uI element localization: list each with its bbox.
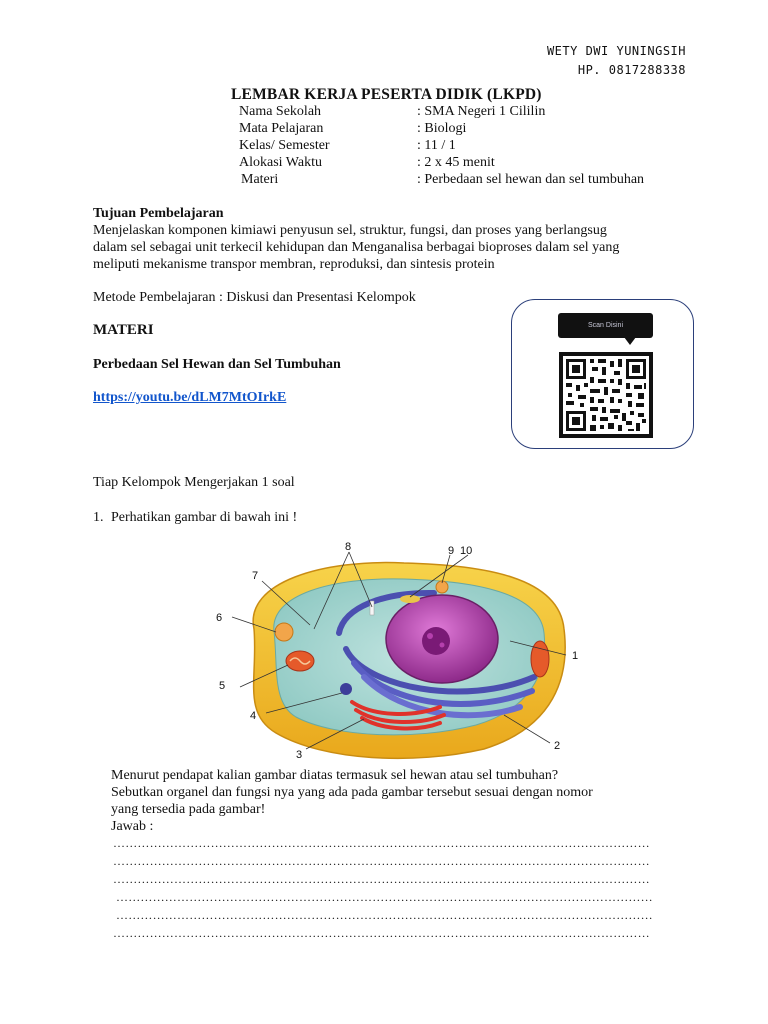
cell-label-3: 3 (296, 749, 303, 761)
cell-label-5: 5 (219, 680, 226, 692)
cell-label-6: 6 (216, 612, 223, 624)
author-name: WETY DWI YUNINGSIH (546, 44, 686, 58)
cell-label-1: 1 (572, 650, 579, 662)
answer-line[interactable]: …………………………………………………………………………………………………………………… (113, 836, 650, 850)
answer-line[interactable]: …………………………………………………………………………………………………………………… (116, 908, 653, 922)
question-text: Perhatikan gambar di bawah ini ! (111, 510, 298, 525)
author-phone: HP. 0817288338 (577, 63, 686, 77)
prompt-line: Menurut pendapat kalian gambar diatas termasuk sel hewan atau sel tumbuhan? (111, 768, 559, 783)
answer-line[interactable]: …………………………………………………………………………………………………………………… (116, 890, 653, 904)
materi-subheading: Perbedaan Sel Hewan dan Sel Tumbuhan (93, 357, 341, 372)
cell-label-4: 4 (250, 710, 257, 722)
objectives-heading: Tujuan Pembelajaran (93, 206, 224, 221)
info-value: : SMA Negeri 1 Cililin (417, 104, 546, 119)
objectives-line: meliputi mekanisme transpor membran, reproduksi, dan sintesis protein (93, 257, 495, 272)
video-link[interactable]: https://youtu.be/dLM7MtOIrkE (93, 390, 287, 405)
info-value: : 2 x 45 menit (417, 155, 495, 170)
info-label: Kelas/ Semester (239, 138, 330, 153)
scan-bubble: Scan Disini (558, 313, 653, 338)
qr-code[interactable] (559, 352, 653, 438)
scan-bubble-tail (624, 337, 636, 345)
info-value: : 11 / 1 (417, 138, 456, 153)
info-label: Materi (241, 172, 279, 187)
cell-label-8: 8 (345, 541, 352, 553)
method-text: Metode Pembelajaran : Diskusi dan Presentasi Kelompok (93, 290, 416, 305)
cell-label-7: 7 (252, 570, 259, 582)
group-instruction: Tiap Kelompok Mengerjakan 1 soal (93, 475, 295, 490)
prompt-line: yang tersedia pada gambar! (111, 802, 266, 817)
objectives-line: dalam sel sebagai unit terkecil kehidupan dan Menganalisa berbagai bioproses dalam sel yang (93, 240, 620, 255)
prompt-line: Sebutkan organel dan fungsi nya yang ada pada gambar tersebut sesuai dengan nomor (111, 785, 593, 800)
question-number: 1. (93, 510, 104, 525)
cell-label-2: 2 (554, 740, 561, 752)
answer-line[interactable]: …………………………………………………………………………………………………………………… (113, 854, 650, 868)
materi-heading: MATERI (93, 322, 154, 338)
objectives-line: Menjelaskan komponen kimiawi penyusun sel, struktur, fungsi, dan proses yang berlangsug (93, 223, 607, 238)
answer-label: Jawab : (111, 819, 154, 834)
page-title: LEMBAR KERJA PESERTA DIDIK (LKPD) (231, 86, 542, 103)
cell-label-9: 9 (448, 545, 455, 557)
info-label: Nama Sekolah (239, 104, 322, 119)
info-value: : Biologi (417, 121, 467, 136)
info-label: Alokasi Waktu (239, 155, 322, 170)
answer-line[interactable]: …………………………………………………………………………………………………………………… (113, 872, 650, 886)
info-value: : Perbedaan sel hewan dan sel tumbuhan (417, 172, 645, 187)
animal-cell-figure (214, 537, 594, 763)
info-label: Mata Pelajaran (239, 121, 324, 136)
cell-label-10: 10 (460, 545, 473, 557)
answer-line[interactable]: …………………………………………………………………………………………………………………… (113, 926, 650, 940)
